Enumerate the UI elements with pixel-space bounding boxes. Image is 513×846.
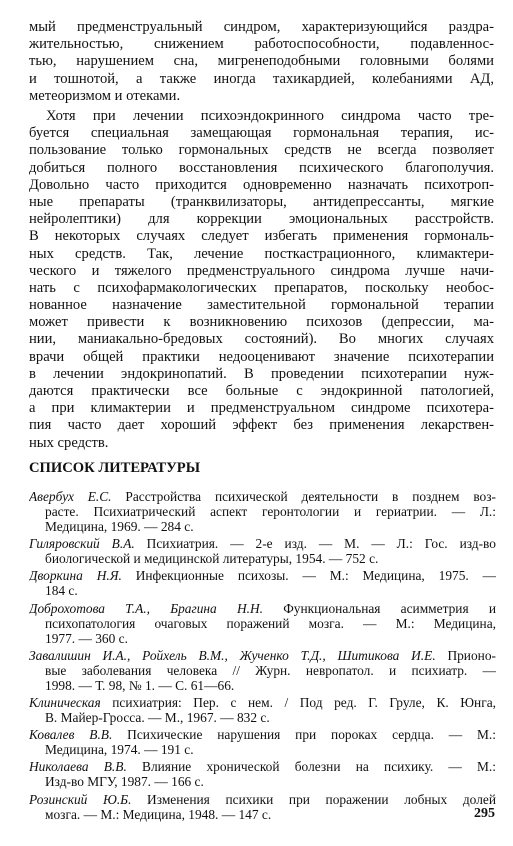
reference-line <box>29 568 496 583</box>
reference-item <box>29 536 496 566</box>
reference-text: Функциональная асимметрия и <box>263 600 496 616</box>
reference-line: Изд-во МГУ, 1987. — 166 с. <box>45 774 204 790</box>
text-line: Хотя при лечении психоэндокринного синдрома часто тре- <box>46 108 494 124</box>
reference-author: Завалишин И.А., Ройхель В.М., Жученко Т.Д., Шитикова И.Е. <box>29 647 436 663</box>
text-line: ческого и тяжелого предменструального синдрома лучше начи- <box>29 262 494 279</box>
reference-line: биологической и медицинской литературы, 1954. — 752 с. <box>45 551 379 567</box>
paragraph-continued <box>29 19 494 105</box>
paragraph-psychotherapy <box>29 108 494 452</box>
reference-line: 1977. — 360 с. <box>45 630 128 646</box>
reference-line: вые заболевания человека // Журн. невропатол. и психиатр. — <box>45 662 496 678</box>
reference-item <box>29 759 496 789</box>
reference-item <box>29 568 496 598</box>
reference-line <box>29 601 496 616</box>
reference-line <box>29 489 496 504</box>
text-line: буется специальная замещающая гормональная терапия, ис- <box>29 125 494 142</box>
text-line: пользование только гормональных средств не всегда позволяет <box>29 142 494 159</box>
text-line: врачи общей практики недооценивают значение психотерапии <box>29 348 494 365</box>
text-line: нованное назначение заместительной гормональной терапии <box>29 297 494 314</box>
text-line: ные препараты (транквилизаторы, антидепрессанты, мягкие <box>29 193 494 210</box>
reference-line: 184 с. <box>45 583 78 599</box>
text-line: может привести к возникновению психозов (депрессии, ма- <box>29 314 494 331</box>
reference-text: Расстройства психической деятельности в позднем воз- <box>111 489 496 504</box>
reference-line: Медицина, 1974. — 191 с. <box>45 742 194 758</box>
text-line: пия часто дает хороший эффект без применения лекарствен- <box>29 417 494 434</box>
reference-item <box>29 489 496 534</box>
reference-author: Розинский Ю.Б. <box>29 791 132 807</box>
reference-author: Ковалев В.В. <box>29 727 113 743</box>
reference-item <box>29 695 496 725</box>
reference-text: Психиатрия. — 2-е изд. — М. — Л.: Гос. изд-во <box>134 536 496 552</box>
reference-item <box>29 648 496 693</box>
reference-line <box>29 727 496 742</box>
reference-item <box>29 727 496 757</box>
reference-line <box>29 536 496 551</box>
text-line: В некоторых случаях следует избегать применения гормональ- <box>29 228 494 245</box>
text-line: Довольно часто приходится одновременно назначать психотроп- <box>29 176 494 193</box>
reference-item <box>29 601 496 646</box>
reference-line: мозга. — М.: Медицина, 1948. — 147 с. <box>45 806 272 822</box>
reference-author: Николаева В.В. <box>29 759 127 775</box>
reference-line: психопатология очаговых поражений мозга. — М.: Медицина, <box>45 615 496 631</box>
text-line: добиться полного восстановления психического благополучия. <box>29 159 494 176</box>
reference-line: Медицина, 1969. — 284 с. <box>45 519 194 534</box>
text-line: тью, нарушением сна, мигренеподобными головными болями <box>29 53 494 70</box>
reference-item <box>29 792 496 822</box>
reference-author: Гиляровский В.А. <box>29 536 135 552</box>
text-line: и тошнотой, а также иногда тахикардией, колебаниями АД, <box>29 70 494 87</box>
reference-line <box>29 648 496 663</box>
text-line: жительностью, снижением работоспособности, подавленнос- <box>29 36 494 53</box>
reference-text: Психические нарушения при пороках сердца. — М.: <box>112 727 496 743</box>
references-heading: СПИСОК ЛИТЕРАТУРЫ <box>29 460 201 476</box>
reference-author: Клиническая <box>29 694 101 710</box>
reference-text: Влияние хронической болезни на психику. — М.: <box>126 759 496 775</box>
text-line: метеоризмом и отеками. <box>29 87 181 104</box>
reference-text: Инфекционные психозы. — М.: Медицина, 1975. — <box>121 568 496 584</box>
reference-line: 1998. — Т. 98, № 1. — С. 61—66. <box>45 677 235 693</box>
reference-author: Авербух Е.С. <box>29 489 112 504</box>
reference-line: В. Майер-Гросса. — М., 1967. — 832 с. <box>45 709 270 725</box>
text-line: ных средств. Так, лечение посткастрационного, климактери- <box>29 245 494 262</box>
reference-author: Доброхотова Т.А., Брагина Н.Н. <box>29 600 263 616</box>
text-line: мый предменструальный синдром, характеризующийся раздра- <box>29 19 494 35</box>
reference-line <box>29 695 496 710</box>
reference-text: Изменения психики при поражении лобных долей <box>131 791 496 807</box>
reference-author: Дворкина Н.Я. <box>29 568 122 584</box>
reference-line <box>29 759 496 774</box>
reference-text: Прионо- <box>435 647 496 663</box>
reference-text: психиатрия: Пер. с нем. / Под ред. Г. Груле, К. Юнга, <box>100 694 496 710</box>
page-number: 295 <box>474 806 495 821</box>
text-line: нейролептики) для коррекции эмоциональных расстройств. <box>29 211 494 228</box>
text-line: ных средств. <box>29 434 109 451</box>
text-line: а при климактерии и предменструальном синдроме психотера- <box>29 400 494 417</box>
reference-line: расте. Психиатрический аспект геронтологии и гериатрии. — Л.: <box>45 504 496 519</box>
reference-line <box>29 792 496 807</box>
text-line: в лечении эндокринопатий. В проведении психотерапии нуж- <box>29 365 494 382</box>
text-line: нать с психофармакологических препаратов, поскольку необос- <box>29 279 494 296</box>
references-list <box>29 489 496 824</box>
text-line: даются практически все больные с эндокринной патологией, <box>29 383 494 399</box>
text-line: нии, маниакально-бредовых состояний). Во многих случаях <box>29 331 494 348</box>
